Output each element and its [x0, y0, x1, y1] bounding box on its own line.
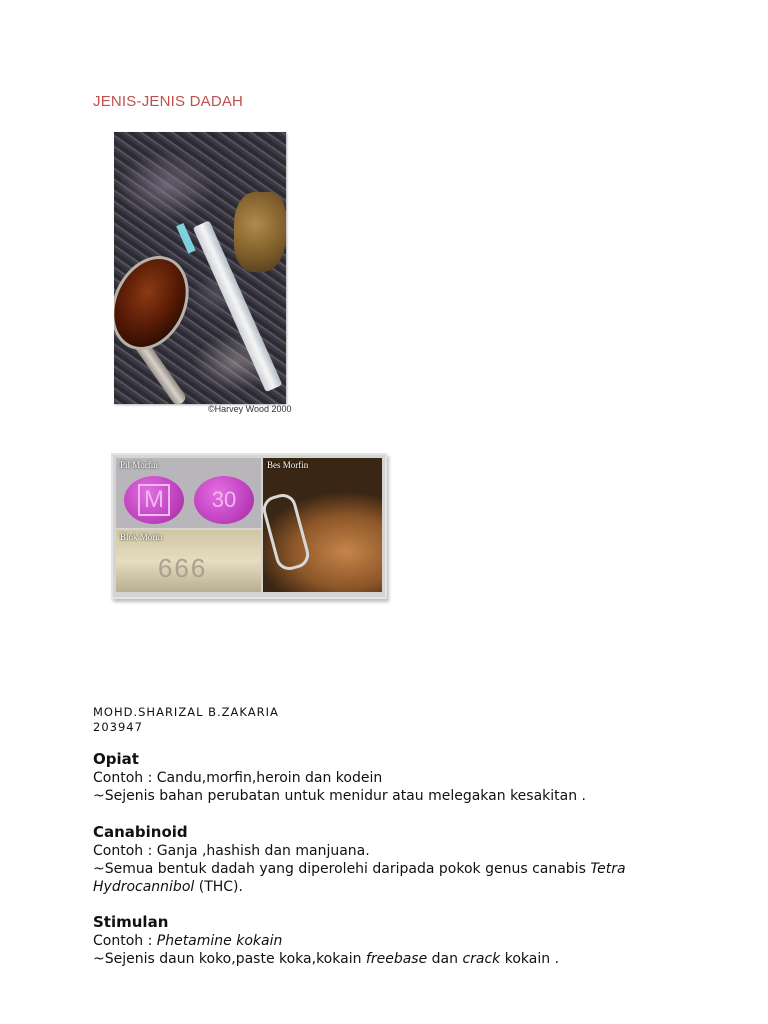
pill-m: M — [124, 476, 184, 524]
page-title: JENIS-JENIS DADAH — [93, 93, 244, 110]
tile-pil-morfin — [116, 458, 261, 528]
section-heading: Opiat — [93, 750, 139, 768]
blok-imprint: 999 — [156, 553, 206, 583]
section-opiat — [93, 750, 713, 805]
paper-clip — [263, 491, 312, 573]
tile-bes-morfin — [263, 458, 382, 592]
author-name: MOHD.SHARIZAL B.ZAKARIA — [93, 705, 279, 719]
section-example: Contoh : Ganja ,hashish dan manjuana. — [93, 843, 370, 859]
morphine-collage-photo — [111, 453, 387, 599]
author-id: 203947 — [93, 720, 143, 734]
photo-credit: ©Harvey Wood 2000 — [208, 404, 292, 414]
section-description: ~Sejenis bahan perubatan untuk menidur atau melegakan kesakitan . — [93, 788, 587, 804]
section-heading: Canabinoid — [93, 823, 188, 841]
spoon-bowl — [114, 243, 203, 362]
section-heading: Stimulan — [93, 913, 169, 931]
section-example: Contoh : Candu,morfin,heroin dan kodein — [93, 770, 383, 786]
drug-paraphernalia-photo — [114, 132, 286, 404]
section-description: ~Sejenis daun koko,paste koka,kokain freebase dan crack kokain . — [93, 951, 560, 967]
tile-label-blok: Blok Morin — [120, 532, 163, 542]
tile-label-bes: Bes Morfin — [267, 460, 309, 470]
section-example: Contoh : Phetamine kokain — [93, 933, 283, 949]
section-stimulan — [93, 913, 713, 968]
powder-heap — [234, 192, 286, 272]
tile-blok-morin — [116, 530, 261, 592]
tile-label-pil: Pil Morfin — [120, 460, 158, 470]
section-description: ~Semua bentuk dadah yang diperolehi daripada pokok genus canabis Tetra Hydrocannibol (THC). — [93, 861, 626, 895]
pill-30: 30 — [194, 476, 254, 524]
author-block — [93, 705, 279, 735]
section-canabinoid — [93, 823, 713, 896]
